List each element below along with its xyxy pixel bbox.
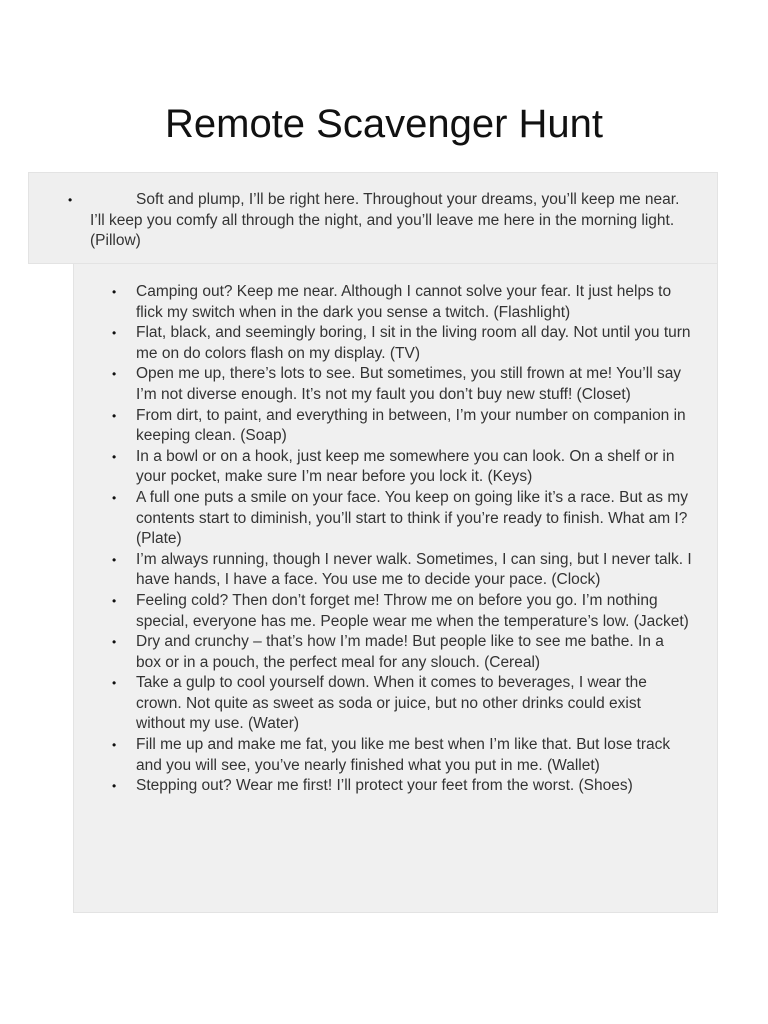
list-item: Soft and plump, I’ll be right here. Throughout your dreams, you’ll keep me near. I’ll keep you comfy all through the night, and you’ll leave me here in the morning light. (Pillow) xyxy=(90,191,680,249)
list-item-text: I’m always running, though I never walk. Sometimes, I can sing, but I never talk. I have hands, I have a face. You use me to decide your pace. (Clock) xyxy=(136,550,692,589)
list-item xyxy=(74,364,717,405)
bullet-icon: • xyxy=(112,490,117,505)
bullet-icon: • xyxy=(112,367,117,382)
list-item-text: Feeling cold? Then don’t forget me! Throw me on before you go. I’m nothing special, everyone has me. People wear me when the temperature’s low. (Jacket) xyxy=(136,591,689,630)
riddle-box xyxy=(73,264,718,913)
bullet-icon: • xyxy=(68,193,73,207)
bullet-icon: • xyxy=(112,326,117,341)
list-item xyxy=(74,488,717,550)
list-item-text: Camping out? Keep me near. Although I cannot solve your fear. It just helps to flick my switch when in the dark you sense a twitch. (Flashlight) xyxy=(136,283,672,321)
list-item xyxy=(74,550,717,591)
bullet-icon: • xyxy=(112,676,117,691)
list-item xyxy=(74,735,717,776)
list-item xyxy=(74,406,717,447)
list-item-text: Open me up, there’s lots to see. But sometimes, you still frown at me! You’ll say I’m not diverse enough. It’s not my fault you don’t buy new stuff! (Closet) xyxy=(136,365,682,403)
bullet-icon: • xyxy=(112,593,117,608)
bullet-icon: • xyxy=(112,779,117,794)
list-item xyxy=(74,591,717,632)
list-item xyxy=(74,447,717,488)
list-item xyxy=(74,282,717,323)
list-item-text: Dry and crunchy – that’s how I’m made! But people like to see me bathe. In a box or in a pouch, the perfect meal for any slouch. (Cereal) xyxy=(136,633,664,671)
bullet-icon: • xyxy=(112,449,117,464)
list-item-text: From dirt, to paint, and everything in between, I’m your number on companion in keeping clean. (Soap) xyxy=(136,406,686,445)
list-item-text: Take a gulp to cool yourself down. When it comes to beverages, I wear the crown. Not quite as sweet as soda or juice, but no other drinks could exist without my use. (Water) xyxy=(136,674,647,733)
list-item xyxy=(74,673,717,735)
list-item-text: Fill me up and make me fat, you like me best when I’m like that. But lose track and you will see, you’ve nearly finished what you put in me. (Wallet) xyxy=(136,736,671,774)
list-item-text: A full one puts a smile on your face. You keep on going like it’s a race. But as my contents start to diminish, you’ll start to think if you’re ready to finish. What am I? (Plate) xyxy=(136,488,689,548)
list-item-text: In a bowl or on a hook, just keep me somewhere you can look. On a shelf or in your pocket, make sure I’m near before you lock it. (Keys) xyxy=(136,447,675,486)
intro-box xyxy=(28,172,718,264)
list-item xyxy=(74,323,717,364)
list-item-text: Flat, black, and seemingly boring, I sit in the living room all day. Not until you turn me on do colors flash on my display. (TV) xyxy=(136,324,691,362)
bullet-icon: • xyxy=(112,285,117,299)
list-item xyxy=(74,632,717,673)
riddle-list xyxy=(74,282,717,797)
bullet-icon: • xyxy=(112,552,117,567)
page-title: Remote Scavenger Hunt xyxy=(164,102,603,146)
bullet-icon: • xyxy=(112,738,117,753)
bullet-icon: • xyxy=(112,635,117,650)
bullet-icon: • xyxy=(112,408,117,423)
list-item-text: Stepping out? Wear me first! I’ll protect your feet from the worst. (Shoes) xyxy=(136,777,633,795)
list-item xyxy=(74,776,717,797)
